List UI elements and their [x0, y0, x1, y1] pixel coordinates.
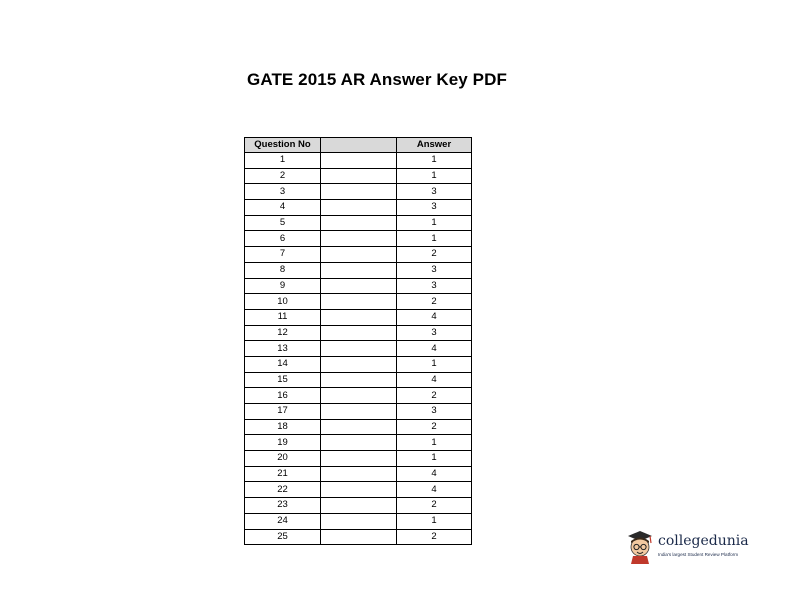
- question-number-cell: 7: [245, 247, 321, 263]
- answer-cell: 3: [397, 325, 472, 341]
- table-row: [245, 278, 472, 294]
- table-row: [245, 294, 472, 310]
- table-row: [245, 388, 472, 404]
- answer-cell: 4: [397, 372, 472, 388]
- answer-cell: 2: [397, 294, 472, 310]
- question-number-cell: 19: [245, 435, 321, 451]
- question-number-cell: 13: [245, 341, 321, 357]
- answer-cell: 1: [397, 215, 472, 231]
- answer-cell: 1: [397, 168, 472, 184]
- blank-cell: [321, 231, 397, 247]
- blank-cell: [321, 388, 397, 404]
- blank-cell: [321, 294, 397, 310]
- page-title: GATE 2015 AR Answer Key PDF: [247, 70, 507, 89]
- blank-cell: [321, 215, 397, 231]
- brand-tagline: India's largest Student Review Platform: [658, 552, 739, 557]
- student-mascot-icon: [625, 528, 655, 564]
- answer-cell: 2: [397, 247, 472, 263]
- table-row: [245, 529, 472, 545]
- blank-cell: [321, 466, 397, 482]
- question-number-cell: 4: [245, 200, 321, 216]
- table-row: [245, 215, 472, 231]
- table-row: [245, 341, 472, 357]
- table-row: [245, 372, 472, 388]
- blank-cell: [321, 341, 397, 357]
- question-number-cell: 1: [245, 153, 321, 169]
- answer-cell: 4: [397, 482, 472, 498]
- table-row: [245, 262, 472, 278]
- answer-cell: 4: [397, 309, 472, 325]
- answer-cell: 1: [397, 231, 472, 247]
- header-answer: Answer: [397, 138, 472, 153]
- table-header-row: [245, 138, 472, 153]
- question-number-cell: 6: [245, 231, 321, 247]
- table-row: [245, 404, 472, 420]
- question-number-cell: 16: [245, 388, 321, 404]
- answer-cell: 2: [397, 498, 472, 514]
- answer-cell: 2: [397, 419, 472, 435]
- table-row: [245, 168, 472, 184]
- answer-cell: 2: [397, 388, 472, 404]
- table-row: [245, 435, 472, 451]
- question-number-cell: 9: [245, 278, 321, 294]
- answer-cell: 4: [397, 341, 472, 357]
- answer-cell: 3: [397, 278, 472, 294]
- blank-cell: [321, 498, 397, 514]
- answer-cell: 1: [397, 451, 472, 467]
- table-row: [245, 356, 472, 372]
- table-row: [245, 451, 472, 467]
- question-number-cell: 21: [245, 466, 321, 482]
- table-row: [245, 200, 472, 216]
- answer-key-table: [244, 137, 472, 545]
- blank-cell: [321, 278, 397, 294]
- table-row: [245, 309, 472, 325]
- answer-cell: 3: [397, 200, 472, 216]
- question-number-cell: 17: [245, 404, 321, 420]
- header-blank: [321, 138, 397, 153]
- blank-cell: [321, 309, 397, 325]
- question-number-cell: 25: [245, 529, 321, 545]
- blank-cell: [321, 200, 397, 216]
- blank-cell: [321, 168, 397, 184]
- table-row: [245, 513, 472, 529]
- blank-cell: [321, 325, 397, 341]
- table-row: [245, 325, 472, 341]
- answer-cell: 1: [397, 356, 472, 372]
- answer-cell: 3: [397, 404, 472, 420]
- table-row: [245, 184, 472, 200]
- table-row: [245, 231, 472, 247]
- table-row: [245, 482, 472, 498]
- blank-cell: [321, 247, 397, 263]
- blank-cell: [321, 153, 397, 169]
- answer-cell: 4: [397, 466, 472, 482]
- table-row: [245, 498, 472, 514]
- blank-cell: [321, 262, 397, 278]
- answer-cell: 1: [397, 435, 472, 451]
- question-number-cell: 11: [245, 309, 321, 325]
- blank-cell: [321, 356, 397, 372]
- question-number-cell: 12: [245, 325, 321, 341]
- blank-cell: [321, 184, 397, 200]
- blank-cell: [321, 451, 397, 467]
- blank-cell: [321, 419, 397, 435]
- table-row: [245, 153, 472, 169]
- brand-watermark: [625, 528, 755, 568]
- question-number-cell: 24: [245, 513, 321, 529]
- answer-cell: 1: [397, 513, 472, 529]
- question-number-cell: 8: [245, 262, 321, 278]
- question-number-cell: 18: [245, 419, 321, 435]
- blank-cell: [321, 529, 397, 545]
- table-row: [245, 466, 472, 482]
- table-row: [245, 419, 472, 435]
- answer-cell: 1: [397, 153, 472, 169]
- question-number-cell: 5: [245, 215, 321, 231]
- answer-cell: 3: [397, 262, 472, 278]
- question-number-cell: 14: [245, 356, 321, 372]
- blank-cell: [321, 435, 397, 451]
- question-number-cell: 10: [245, 294, 321, 310]
- blank-cell: [321, 372, 397, 388]
- question-number-cell: 22: [245, 482, 321, 498]
- answer-cell: 3: [397, 184, 472, 200]
- question-number-cell: 20: [245, 451, 321, 467]
- header-question-no: Question No: [245, 138, 321, 153]
- blank-cell: [321, 482, 397, 498]
- blank-cell: [321, 513, 397, 529]
- brand-name: collegedunia: [658, 533, 749, 549]
- question-number-cell: 23: [245, 498, 321, 514]
- question-number-cell: 15: [245, 372, 321, 388]
- blank-cell: [321, 404, 397, 420]
- answer-cell: 2: [397, 529, 472, 545]
- question-number-cell: 3: [245, 184, 321, 200]
- table-row: [245, 247, 472, 263]
- question-number-cell: 2: [245, 168, 321, 184]
